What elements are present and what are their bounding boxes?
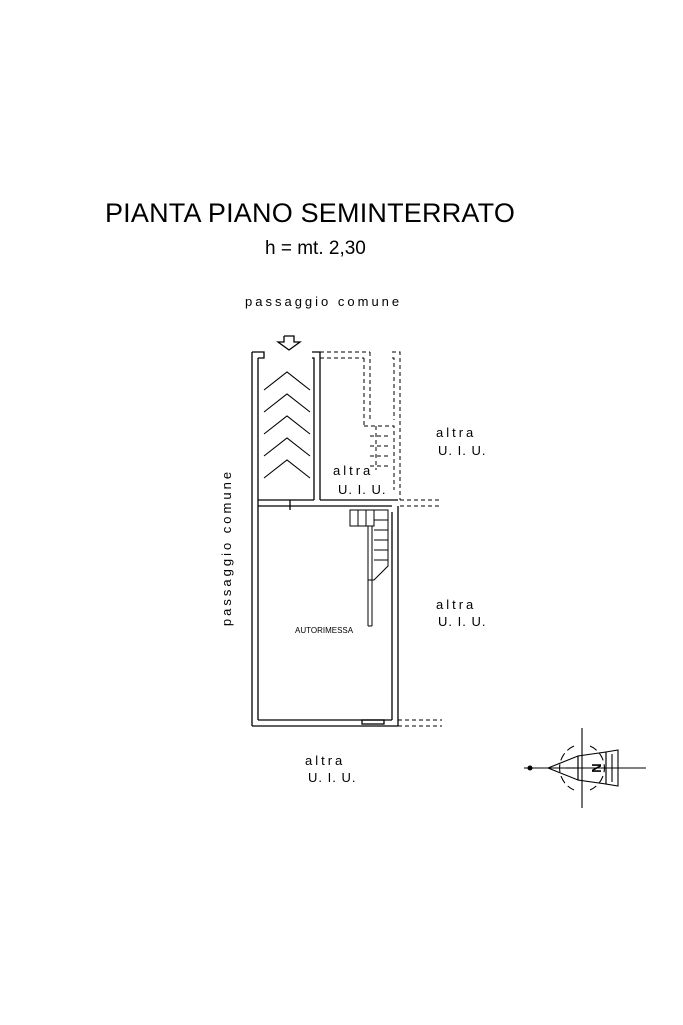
entrance-arrow-icon bbox=[278, 336, 300, 350]
garage-walls bbox=[252, 500, 398, 726]
label-adjacent-center-1: altra bbox=[333, 463, 374, 478]
label-adjacent-center-2: U. I. U. bbox=[338, 482, 387, 497]
label-passage-left: passaggio comune bbox=[219, 468, 235, 627]
label-adjacent-right-top-2: U. I. U. bbox=[438, 443, 487, 458]
label-passage-top: passaggio comune bbox=[245, 294, 403, 309]
label-adjacent-right-mid-1: altra bbox=[436, 597, 477, 612]
ramp-walls bbox=[252, 352, 320, 726]
label-adjacent-right-top-1: altra bbox=[436, 425, 477, 440]
door-opening bbox=[362, 720, 384, 724]
north-label: N bbox=[589, 763, 604, 773]
label-room-autorimessa: AUTORIMESSA bbox=[295, 626, 354, 635]
label-adjacent-bottom-2: U. I. U. bbox=[308, 770, 357, 785]
page-subtitle: h = mt. 2,30 bbox=[265, 238, 366, 259]
interior-stair bbox=[350, 510, 388, 626]
adjacent-dashed-lines bbox=[320, 352, 442, 726]
label-adjacent-right-mid-2: U. I. U. bbox=[438, 614, 487, 629]
label-adjacent-bottom-1: altra bbox=[305, 753, 346, 768]
page-title: PIANTA PIANO SEMINTERRATO bbox=[104, 198, 516, 228]
north-arrow-icon bbox=[524, 728, 646, 808]
ramp-chevrons bbox=[264, 372, 310, 478]
